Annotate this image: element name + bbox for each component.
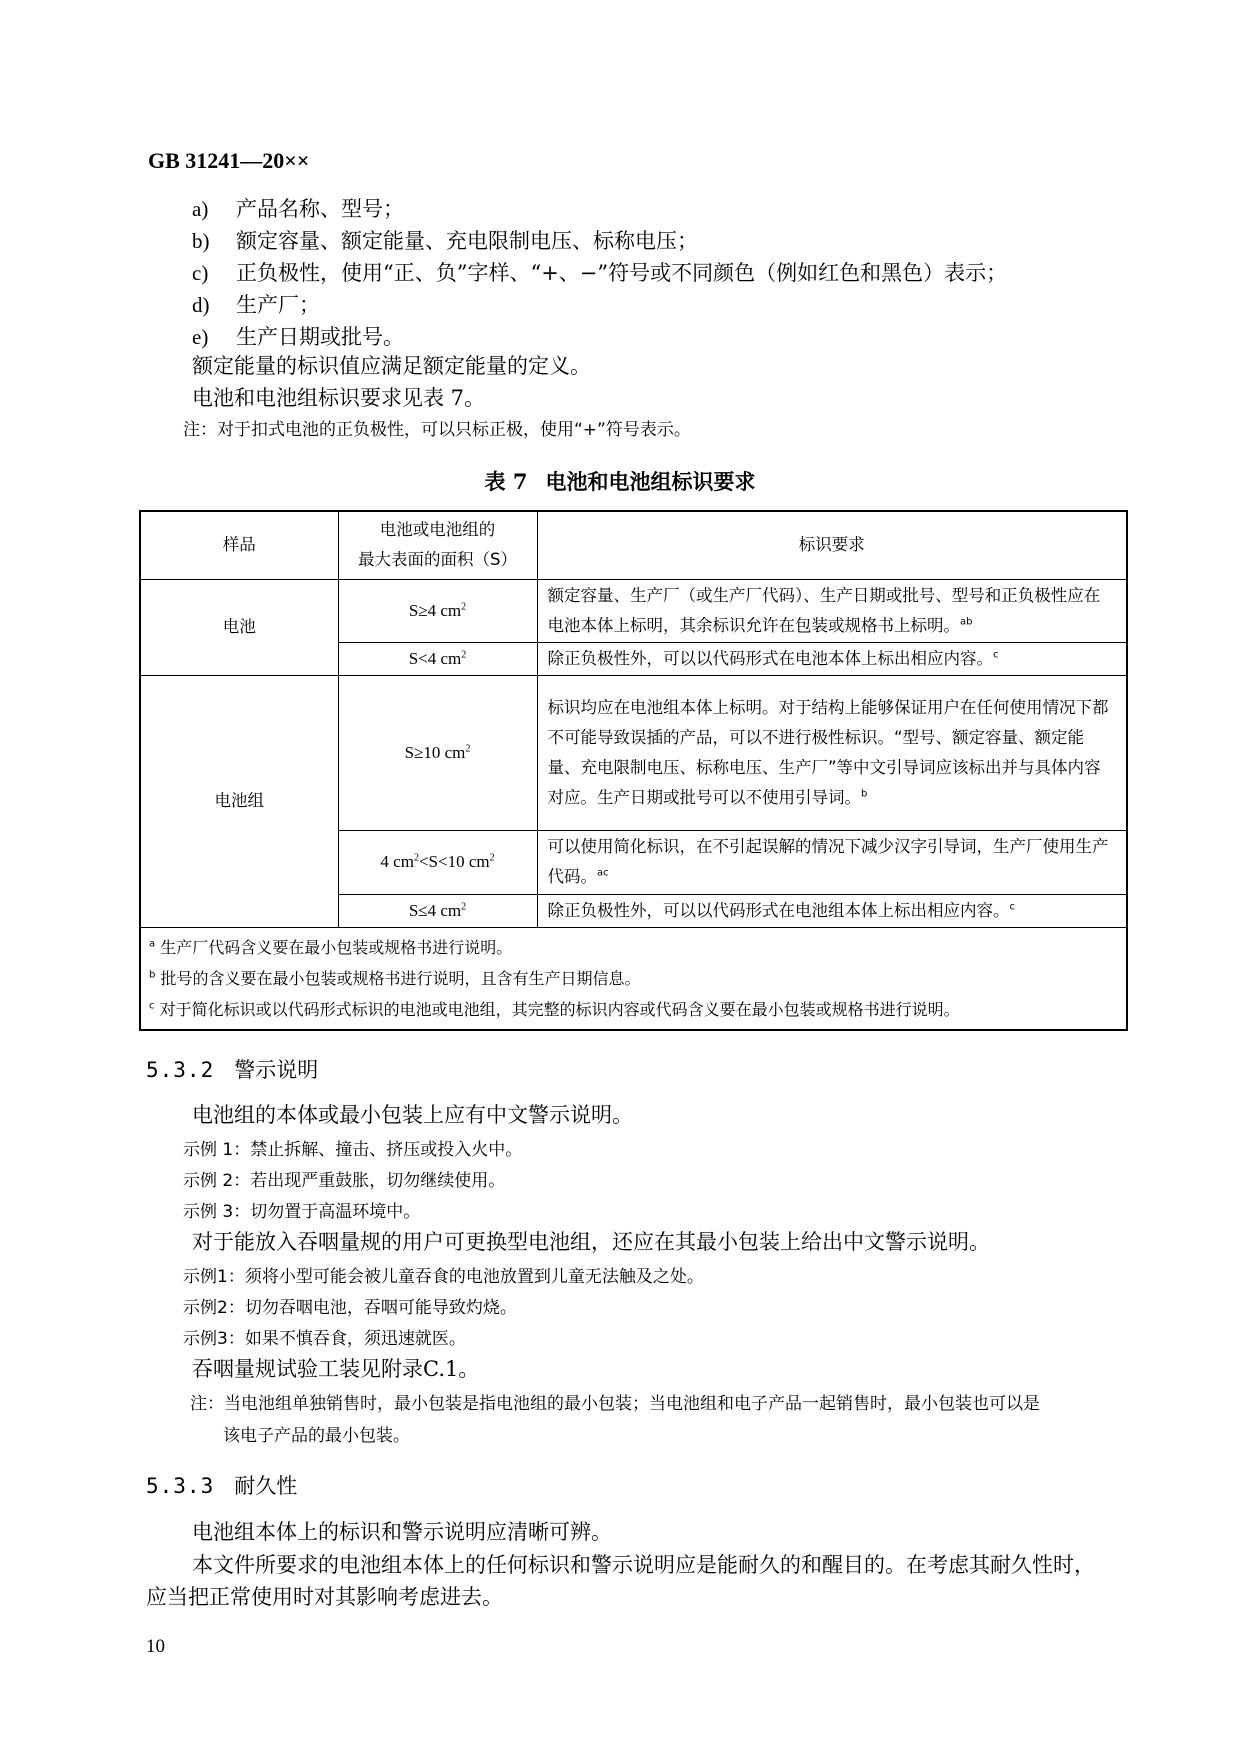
cell-area: S≥4 $cm^2$ — [338, 579, 537, 642]
list-label: b) — [192, 229, 210, 253]
document-header: GB 31241—20×× — [148, 148, 310, 173]
section-heading-5-3-3: 5.3.3 耐久性 — [146, 1474, 298, 1498]
example-item: 示例 3：切勿置于高温环境中。 — [183, 1202, 421, 1222]
header-requirement: 标识要求 — [537, 511, 1127, 579]
table-row — [140, 579, 1127, 642]
table-footnotes — [140, 927, 1127, 1030]
header-area — [338, 511, 537, 579]
paragraph-durable: 电池组本体上的标识和警示说明应清晰可辨。 — [192, 1520, 612, 1544]
list-item — [192, 225, 698, 255]
header-sample: 样品 — [140, 511, 338, 579]
list-label: c) — [192, 261, 209, 285]
paragraph-durable-2-line1: 本文件所要求的电池组本体上的任何标识和警示说明应是能耐久的和醒目的。在考虑其耐久性时， — [192, 1553, 1095, 1577]
cell-area: S≤4 $cm^2$ — [338, 894, 537, 927]
list-text: 正负极性，使用“正、负”字样、“+、−”符号或不同颜色（例如红色和黑色）表示； — [236, 261, 1008, 285]
marking-requirements-table — [139, 510, 1128, 1031]
paragraph-gauge: 吞咽量规试验工装见附录C.1。 — [192, 1357, 480, 1381]
example-item: 示例 2：若出现严重鼓胀，切勿继续使用。 — [183, 1171, 506, 1191]
paragraph-durable-2-line2: 应当把正常使用时对其影响考虑进去。 — [146, 1585, 503, 1609]
table-caption — [0, 466, 1240, 496]
section-heading-5-3-2: 5.3.2 警示说明 — [146, 1058, 319, 1082]
header-area-line2: 最大表面的面积（S） — [358, 550, 517, 570]
list-label: a) — [192, 197, 209, 221]
table-header-row — [140, 511, 1127, 579]
paragraph-warning: 电池组的本体或最小包装上应有中文警示说明。 — [192, 1103, 633, 1127]
list-item — [192, 193, 404, 223]
footnote-a: $^a$ 生产厂代码含义要在最小包装或规格书进行说明。 — [149, 937, 513, 957]
cell-requirement: 除正负极性外，可以以代码形式在电池本体上标出相应内容。$^c$ — [537, 642, 1127, 675]
note-pack-line2: 该电子产品的最小包装。 — [223, 1426, 410, 1446]
cell-requirement: 标识均应在电池组本体上标明。对于结构上能够保证用户在任何使用情况下都不可能导致误插的产品，可以不进行极性标识。“型号、额定容量、额定能量、充电限制电压、标称电压、生产厂”等中文引导词应该标出并与具体内容对应。生产日期或批号可以不使用引导词。$^b$ — [537, 675, 1127, 830]
note-pack-line1: 注：当电池组单独销售时，最小包装是指电池组的最小包装；当电池组和电子产品一起销售时，最小包装也可以是 — [190, 1394, 1040, 1414]
table-row — [140, 675, 1127, 830]
list-item — [192, 289, 320, 319]
list-item — [192, 257, 1007, 287]
paragraph-swallow: 对于能放入吞咽量规的用户可更换型电池组，还应在其最小包装上给出中文警示说明。 — [192, 1230, 990, 1254]
list-text: 生产厂； — [236, 293, 320, 317]
note-button-cell: 注：对于扣式电池的正负极性，可以只标正极，使用“+”符号表示。 — [183, 420, 691, 440]
cell-sample-label: 电池 — [140, 579, 338, 675]
table-footnotes-row — [140, 927, 1127, 1030]
cell-requirement: 额定容量、生产厂（或生产厂代码）、生产日期或批号、型号和正负极性应在电池本体上标明，其余标识允许在包装或规格书上标明。$^{ab}$ — [537, 579, 1127, 642]
pack-sample-label: 电池组 — [140, 675, 338, 927]
table-caption-number: 表 7 — [484, 469, 528, 494]
example-item: 示例 1：禁止拆解、撞击、挤压或投入火中。 — [183, 1140, 523, 1160]
cell-area: S≥10 $cm^2$ — [338, 675, 537, 830]
paragraph-table-ref: 电池和电池组标识要求见表 7。 — [192, 386, 486, 410]
list-text: 生产日期或批号。 — [236, 325, 404, 349]
paragraph-energy: 额定能量的标识值应满足额定能量的定义。 — [192, 354, 591, 378]
example-item: 示例3：如果不慎吞食，须迅速就医。 — [183, 1329, 466, 1349]
list-label: d) — [192, 293, 210, 317]
cell-area: 4 $cm^2<S<10$ $cm^2$ — [338, 830, 537, 894]
example-item: 示例2：切勿吞咽电池，吞咽可能导致灼烧。 — [183, 1298, 517, 1318]
table-caption-title: 电池和电池组标识要求 — [545, 469, 756, 494]
page-number: 10 — [146, 1636, 165, 1657]
cell-area: S<4 $cm^2$ — [338, 642, 537, 675]
list-item — [192, 321, 404, 351]
cell-requirement: 可以使用简化标识，在不引起误解的情况下减少汉字引导词，生产厂使用生产代码。$^{ac}$ — [537, 830, 1127, 894]
list-text: 额定容量、额定能量、充电限制电压、标称电压； — [236, 229, 698, 253]
footnote-c: $^c$ 对于简化标识或以代码形式标识的电池或电池组，其完整的标识内容或代码含义要在最小包装或规格书进行说明。 — [149, 999, 960, 1019]
cell-requirement: 除正负极性外，可以以代码形式在电池组本体上标出相应内容。$^c$ — [537, 894, 1127, 927]
list-text: 产品名称、型号； — [236, 197, 404, 221]
list-label: e) — [192, 325, 209, 349]
footnote-b: $^b$ 批号的含义要在最小包装或规格书进行说明，且含有生产日期信息。 — [149, 968, 641, 988]
header-area-line1: 电池或电池组的 — [379, 520, 496, 540]
example-item: 示例1：须将小型可能会被儿童吞食的电池放置到儿童无法触及之处。 — [183, 1267, 704, 1287]
